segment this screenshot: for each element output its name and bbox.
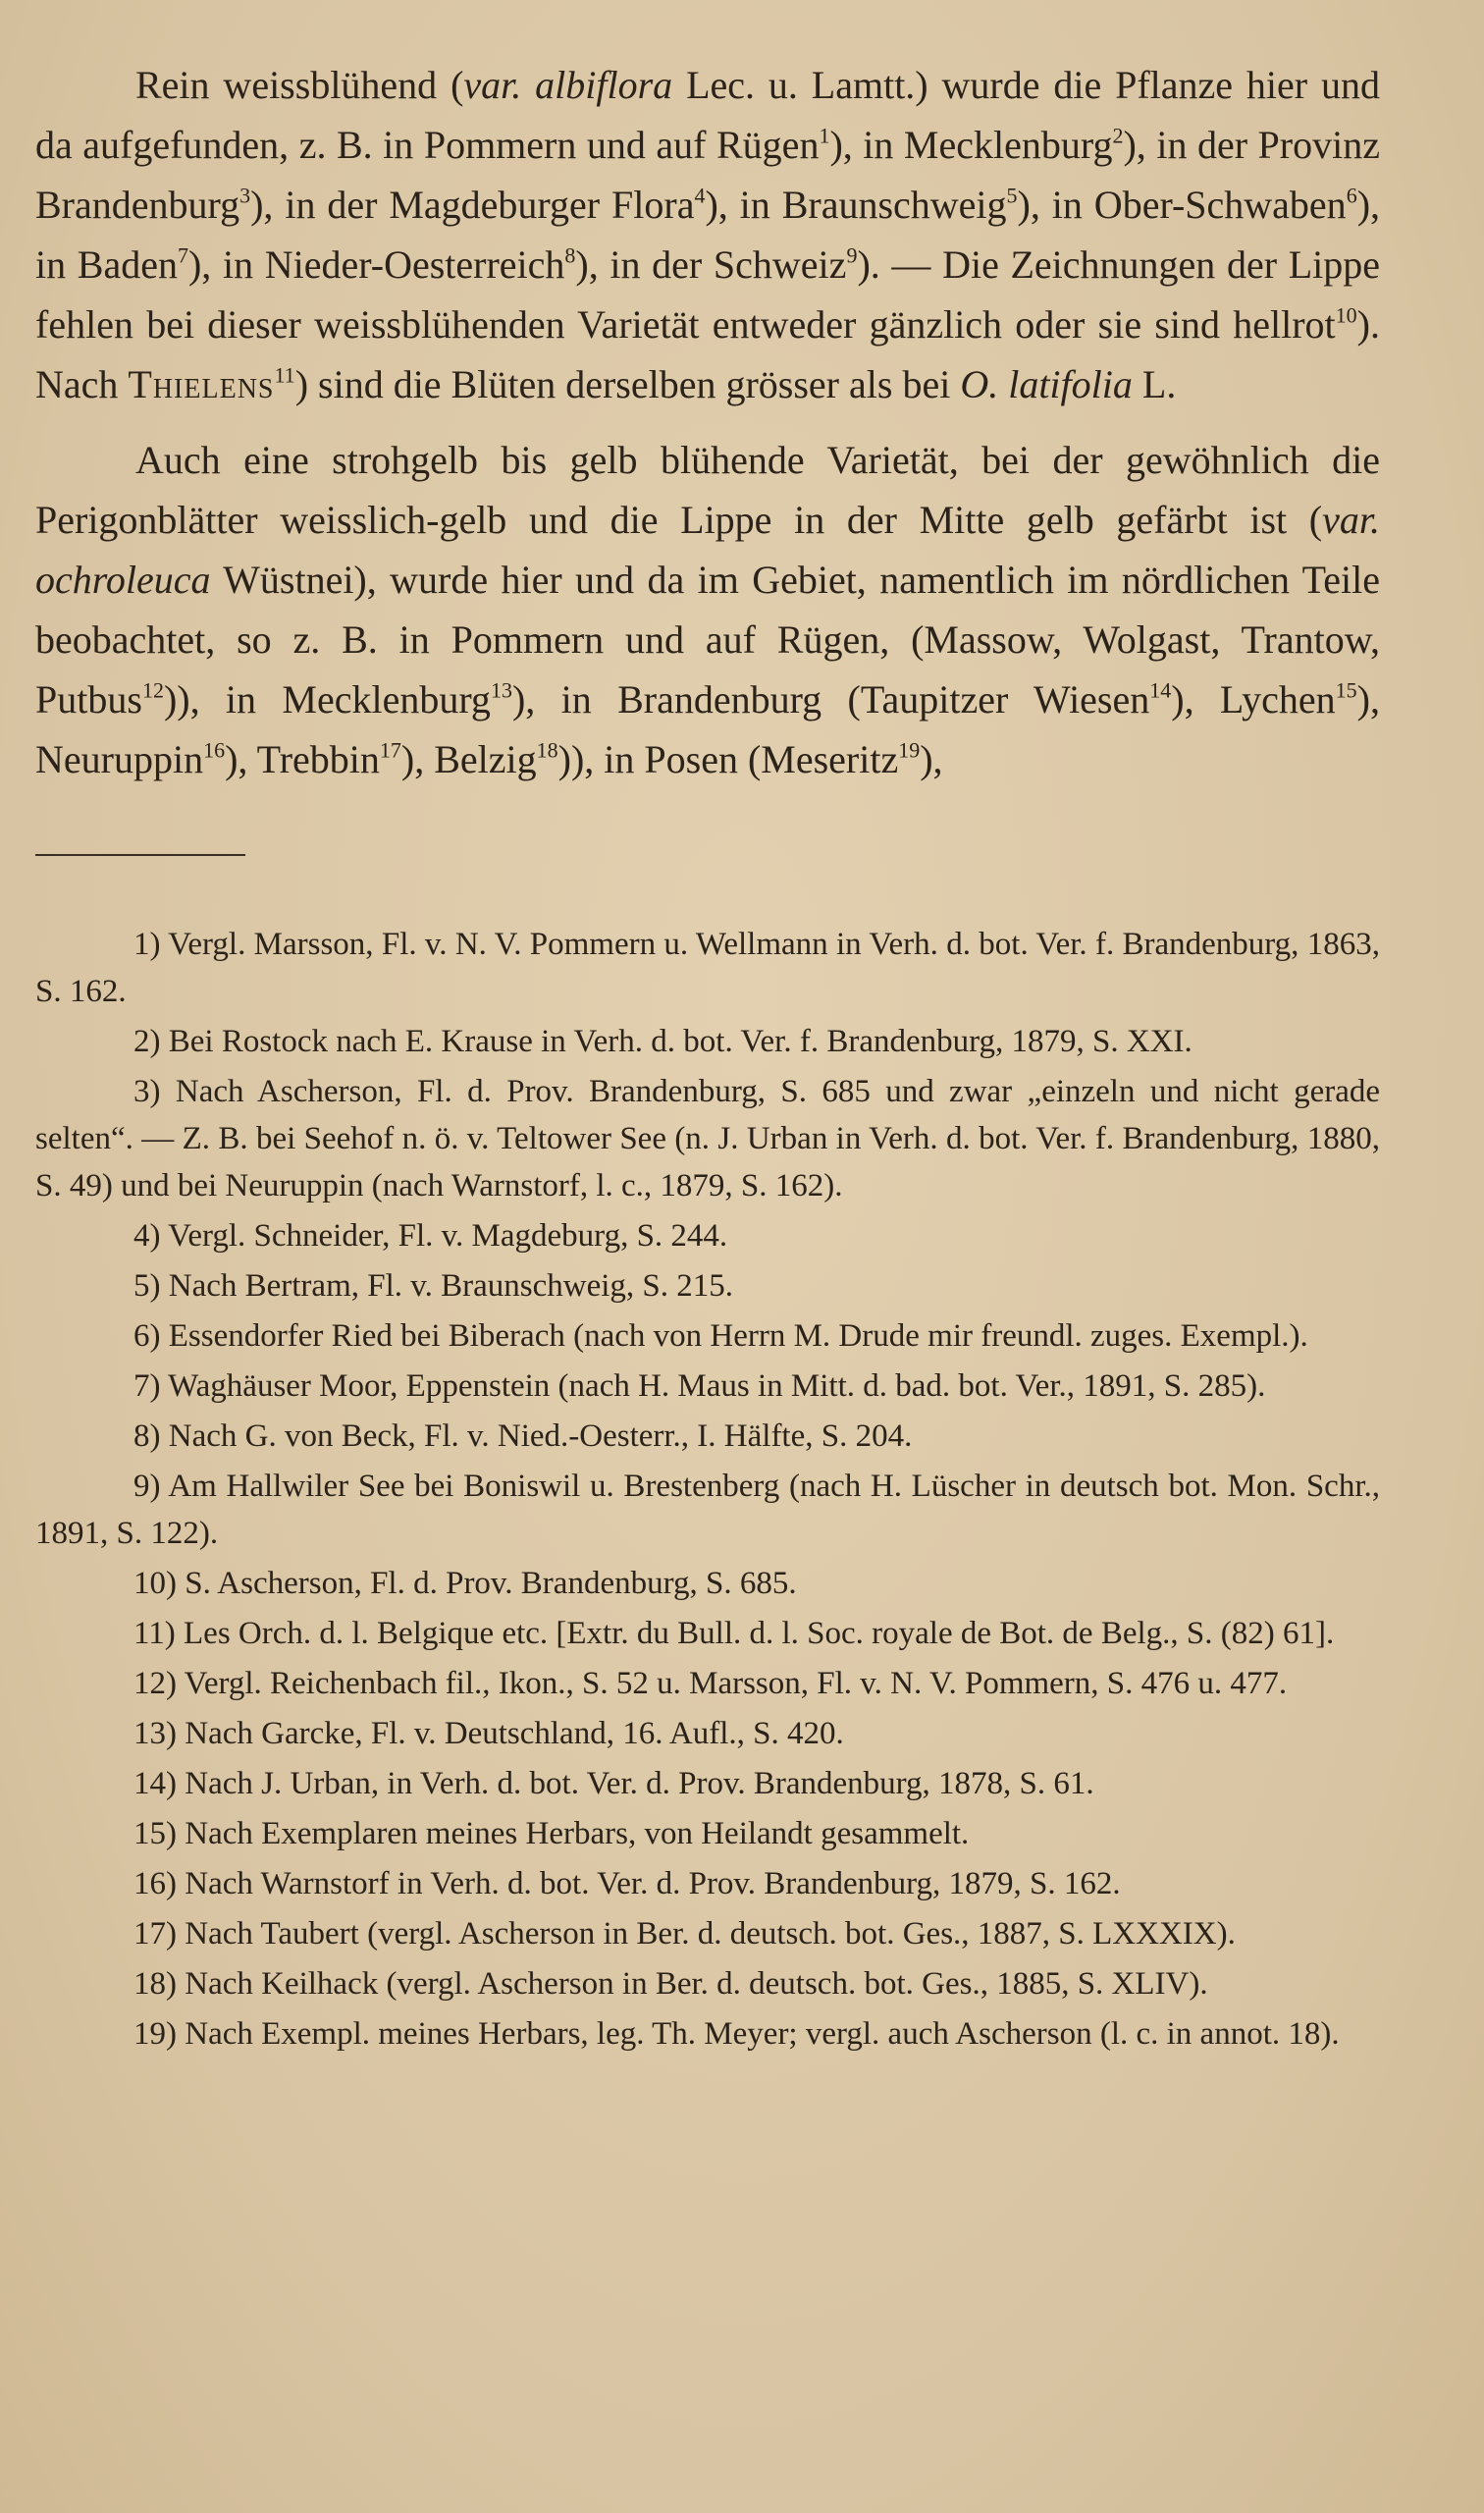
footnote: 2) Bei Rostock nach E. Krause in Verh. d. bot. Ver. f. Brandenburg, 1879, S. XXI. bbox=[133, 1024, 1192, 1059]
text-run: L. bbox=[1132, 362, 1177, 406]
footnote-ref: 12 bbox=[141, 677, 164, 703]
footnote: 18) Nach Keilhack (vergl. Ascherson in Ber. d. deutsch. bot. Ges., 1885, S. XLIV). bbox=[133, 1966, 1208, 2002]
text-run: )), in Mecklenburg bbox=[163, 677, 491, 722]
footnote: 13) Nach Garcke, Fl. v. Deutschland, 16. Aufl., S. 420. bbox=[133, 1716, 844, 1751]
author-name: Thielens bbox=[128, 362, 275, 406]
footnote-ref: 11 bbox=[274, 362, 295, 388]
text-run: ), bbox=[920, 737, 943, 781]
text-run: ), in Nieder-Oesterreich bbox=[187, 242, 565, 287]
text-run: Lec. u. Lamtt.) wurde die Pflanze hier und da aufgefunden, z. B. in Pommern und auf Rügen bbox=[35, 63, 1381, 167]
text-run: ), Neuruppin bbox=[35, 677, 1380, 781]
text-run: ), in Baden bbox=[35, 183, 1381, 287]
page bbox=[35, 55, 1380, 2060]
footnote: 1) Vergl. Marsson, Fl. v. N. V. Pommern u. Wellmann in Verh. d. bot. Ver. f. Brandenburg, 1863, S. 162. bbox=[35, 927, 1380, 1009]
footnote: 15) Nach Exemplaren meines Herbars, von Heilandt gesammelt. bbox=[133, 1816, 970, 1851]
text-run: ), in der Schweiz bbox=[575, 242, 847, 287]
footnote-ref: 9 bbox=[846, 242, 858, 268]
footnote-ref: 13 bbox=[490, 677, 512, 703]
footnote: 4) Vergl. Schneider, Fl. v. Magdeburg, S. 244. bbox=[133, 1218, 728, 1254]
footnote: 12) Vergl. Reichenbach fil., Ikon., S. 52 u. Marsson, Fl. v. N. V. Pommern, S. 476 u. 477. bbox=[133, 1666, 1288, 1701]
footnote-ref: 16 bbox=[203, 737, 226, 763]
text-run: Rein weissblühend ( bbox=[135, 63, 464, 107]
body-text bbox=[35, 55, 1380, 789]
paragraph bbox=[35, 430, 1380, 789]
footnote-separator bbox=[35, 854, 245, 856]
footnote: 7) Waghäuser Moor, Eppenstein (nach H. Maus in Mitt. d. bad. bot. Ver., 1891, S. 285). bbox=[133, 1368, 1266, 1404]
text-run: ). — Die Zeichnungen der Lippe fehlen bei dieser weissblühenden Varietät entweder gänzlich oder sie sind hellrot bbox=[35, 242, 1381, 347]
footnote-ref: 4 bbox=[694, 183, 706, 208]
footnote: 17) Nach Taubert (vergl. Ascherson in Ber. d. deutsch. bot. Ges., 1887, S. LXXXIX). bbox=[133, 1916, 1236, 1952]
footnote-ref: 1 bbox=[819, 123, 830, 148]
italic-text: O. latifolia bbox=[960, 362, 1133, 406]
footnote: 3) Nach Ascherson, Fl. d. Prov. Brandenburg, S. 685 und zwar „einzeln und nicht gerade selten“. — Z. B. bei Seehof n. ö. v. Teltower See (n. J. Urban in Verh. d. bot. Ver. f. Brandenburg, 1880, S. 49) und bei Neuruppin (nach Warnstorf, l. c., 1879, S. 162). bbox=[35, 1074, 1380, 1203]
footnote-ref: 6 bbox=[1346, 183, 1357, 208]
footnote-ref: 3 bbox=[239, 183, 251, 208]
text-run: ), Belzig bbox=[400, 737, 537, 781]
text-run: ), in Braunschweig bbox=[705, 183, 1007, 227]
footnote-ref: 14 bbox=[1149, 677, 1172, 703]
footnote-ref: 17 bbox=[379, 737, 401, 763]
footnote-ref: 18 bbox=[536, 737, 558, 763]
footnote-ref: 5 bbox=[1006, 183, 1018, 208]
footnote: 19) Nach Exempl. meines Herbars, leg. Th. Meyer; vergl. auch Ascherson (l. c. in annot. 18). bbox=[133, 2016, 1340, 2052]
text-run: ), in Brandenburg (Taupitzer Wiesen bbox=[511, 677, 1150, 722]
footnote: 16) Nach Warnstorf in Verh. d. bot. Ver. d. Prov. Brandenburg, 1879, S. 162. bbox=[133, 1866, 1121, 1901]
italic-text: var. ochroleuca bbox=[35, 498, 1380, 602]
footnote: 6) Essendorfer Ried bei Biberach (nach von Herrn M. Drude mir freundl. zuges. Exempl.). bbox=[133, 1318, 1308, 1354]
footnote-ref: 10 bbox=[1335, 302, 1357, 328]
footnote-ref: 8 bbox=[564, 242, 576, 268]
footnote-ref: 15 bbox=[1335, 677, 1357, 703]
footnote: 10) S. Ascherson, Fl. d. Prov. Brandenburg, S. 685. bbox=[133, 1566, 797, 1601]
footnote-ref: 2 bbox=[1112, 123, 1124, 148]
footnotes bbox=[35, 921, 1380, 2058]
text-run: ), in Ober-Schwaben bbox=[1017, 183, 1347, 227]
text-run: ). Nach bbox=[35, 302, 1380, 406]
footnote: 9) Am Hallwiler See bei Boniswil u. Brestenberg (nach H. Lüscher in deutsch bot. Mon. Schr., 1891, S. 122). bbox=[35, 1469, 1380, 1551]
footnote-ref: 19 bbox=[898, 737, 921, 763]
text-run: ) sind die Blüten derselben grösser als bei bbox=[294, 362, 961, 406]
text-run: Wüstnei), wurde hier und da im Gebiet, namentlich im nördlichen Teile beobachtet, so z. B. in Pommern und auf Rügen, (Massow, Wolgast, Trantow, Putbus bbox=[35, 558, 1380, 722]
footnote: 5) Nach Bertram, Fl. v. Braunschweig, S. 215. bbox=[133, 1268, 733, 1304]
text-run: ), in der Magdeburger Flora bbox=[250, 183, 695, 227]
footnote: 14) Nach J. Urban, in Verh. d. bot. Ver. d. Prov. Brandenburg, 1878, S. 61. bbox=[133, 1766, 1094, 1801]
italic-text: var. albiflora bbox=[463, 63, 673, 107]
footnote-ref: 7 bbox=[177, 242, 188, 268]
text-run: )), in Posen (Meseritz bbox=[557, 737, 899, 781]
text-run: ), Lychen bbox=[1171, 677, 1336, 722]
text-run: Auch eine strohgelb bis gelb blühende Varietät, bei der gewöhnlich die Perigonblätter weisslich-gelb und die Lippe in der Mitte gelb gefärbt ist ( bbox=[35, 438, 1380, 542]
text-run: ), Trebbin bbox=[225, 737, 380, 781]
footnote: 11) Les Orch. d. l. Belgique etc. [Extr. du Bull. d. l. Soc. royale de Bot. de Belg., S. (82) 61]. bbox=[133, 1616, 1335, 1651]
text-run: ), in der Provinz Brandenburg bbox=[35, 123, 1380, 227]
footnote: 8) Nach G. von Beck, Fl. v. Nied.-Oesterr., I. Hälfte, S. 204. bbox=[133, 1418, 913, 1454]
text-run: ), in Mecklenburg bbox=[829, 123, 1113, 167]
paragraph bbox=[35, 55, 1380, 414]
